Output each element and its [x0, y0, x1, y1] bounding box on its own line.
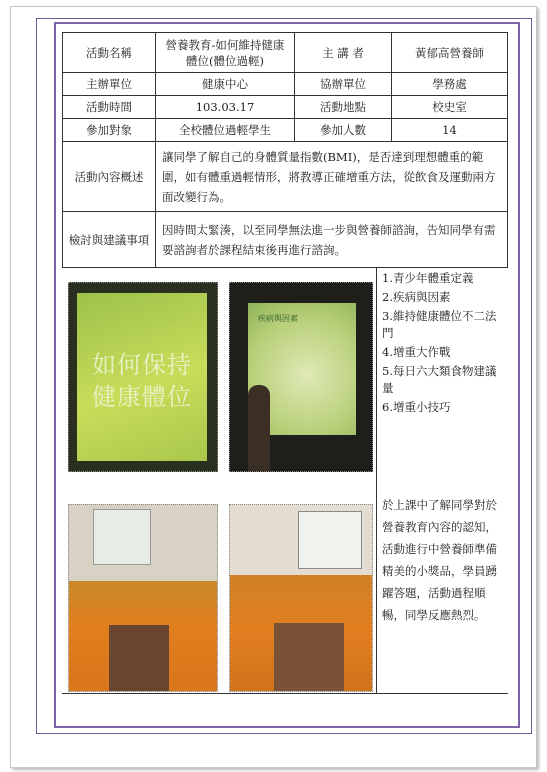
- wooden-chairs: [274, 623, 344, 691]
- label-activity-name: 活動名稱: [63, 33, 156, 73]
- review-text: 因時間太緊湊，以至同學無法進一步與營養師諮詢，告知同學有需要諮詢者於課程結束後再進行諮詢。: [156, 212, 508, 268]
- value-audience: 全校體位過輕學生: [156, 119, 295, 142]
- outline-item: 4.增重大作戰: [382, 345, 451, 359]
- outline-item: 2.疾病與因素: [382, 290, 451, 304]
- screen-title: 疾病與因素: [258, 314, 298, 323]
- speaker-figure: [248, 385, 270, 471]
- label-date: 活動時間: [63, 96, 156, 119]
- label-location: 活動地點: [295, 96, 392, 119]
- label-attendance: 參加人數: [295, 119, 392, 142]
- bottom-rule: [62, 693, 508, 694]
- label-content: 活動內容概述: [63, 142, 156, 212]
- projected-slide: [77, 293, 207, 461]
- table: [109, 625, 169, 691]
- value-date: 103.03.17: [156, 96, 295, 119]
- value-location: 校史室: [392, 96, 508, 119]
- label-review: 檢討與建議事項: [63, 212, 156, 268]
- summary-text: 於上課中了解同學對於營養教育內容的認知，活動進行中營養師準備精美的小獎品，學員踴躍答題，活動過程順暢，同學反應熱烈。: [382, 498, 497, 622]
- label-organizer: 主辦單位: [63, 73, 156, 96]
- value-speaker: 黃郁高營養師: [392, 33, 508, 73]
- label-speaker: 主 講 者: [295, 33, 392, 73]
- wall-poster: [298, 511, 362, 569]
- activity-info-table: [62, 32, 508, 268]
- outline-item: 1.青少年體重定義: [382, 271, 474, 285]
- photo-speaker-screen: [229, 282, 373, 472]
- outline-list: [382, 270, 506, 418]
- outline-item: 6.增重小技巧: [382, 400, 451, 414]
- photo-classroom-2: [229, 504, 373, 692]
- label-co-organizer: 協辦單位: [295, 73, 392, 96]
- value-co-organizer: 學務處: [392, 73, 508, 96]
- value-activity-name: 營養教育-如何維持健康體位(體位過輕): [156, 33, 295, 73]
- slide-line2: 健康體位: [92, 383, 192, 411]
- classroom-screen: [93, 509, 151, 565]
- slide-line1: 如何保持: [92, 351, 192, 379]
- label-audience: 參加對象: [63, 119, 156, 142]
- photo-classroom-1: [68, 504, 218, 692]
- value-organizer: 健康中心: [156, 73, 295, 96]
- content-text: 讓同學了解自己的身體質量指數(BMI)，是否達到理想體重的範圍，如有體重過輕情形，將教導正確增重方法，從飲食及運動兩方面改變行為。: [156, 142, 508, 212]
- value-attendance: 14: [392, 119, 508, 142]
- outline-item: 3.維持健康體位不二法門: [382, 309, 497, 340]
- photo-slide-title: [68, 282, 218, 472]
- outline-item: 5.每日六大類食物建議量: [382, 364, 497, 395]
- lower-divider: [376, 268, 377, 693]
